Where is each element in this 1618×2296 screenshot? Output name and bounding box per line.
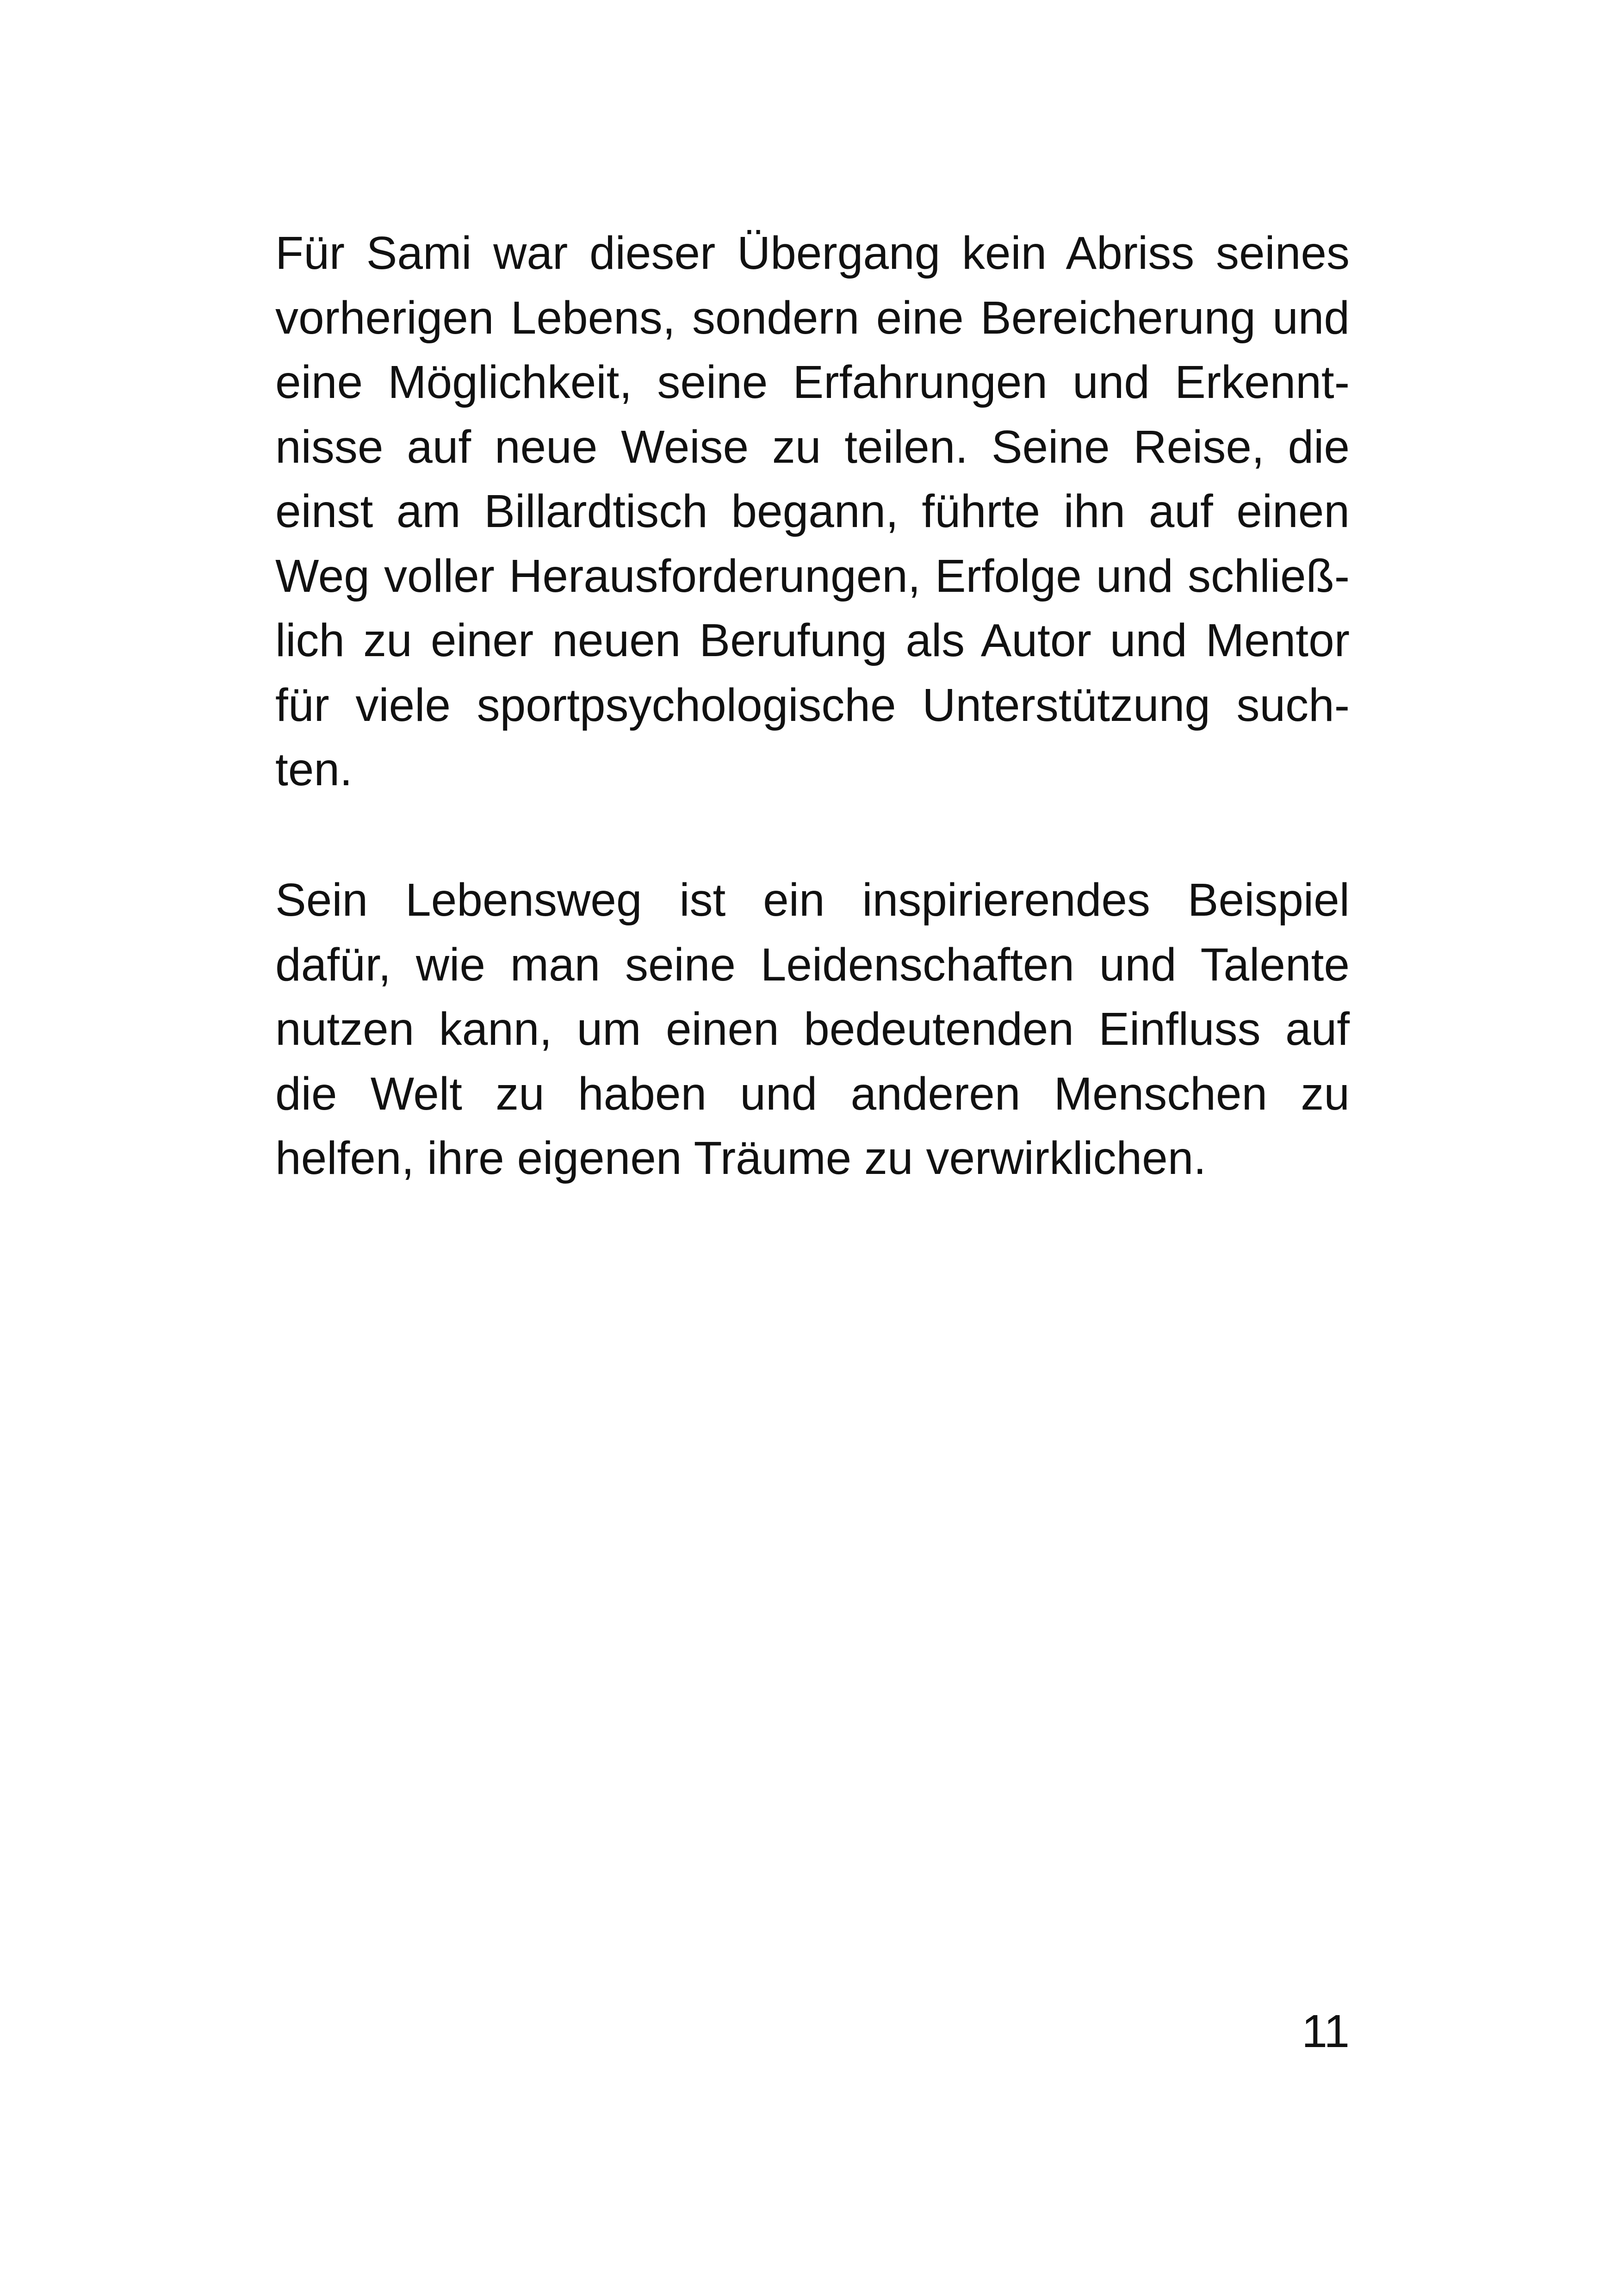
text-line: die Welt zu haben und anderen Menschen zu xyxy=(275,1067,1350,1120)
text-line: lich zu einer neuen Berufung als Autor und Mentor xyxy=(275,614,1350,666)
text-line: helfen, ihre eigenen Träume zu verwirklichen. xyxy=(275,1132,1207,1184)
page-number: 11 xyxy=(1302,2005,1350,2057)
text-line: dafür, wie man seine Leidenschaften und Talente xyxy=(275,938,1350,991)
text-line: für viele sportpsychologische Unterstützung such- xyxy=(275,679,1350,731)
text-line: ten. xyxy=(275,744,353,795)
text-line: Weg voller Herausforderungen, Erfolge und schließ- xyxy=(275,550,1350,602)
paragraph-2 xyxy=(275,868,1350,1191)
text-line: einst am Billardtisch begann, führte ihn auf einen xyxy=(275,485,1350,537)
text-line: vorherigen Lebens, sondern eine Bereicherung und xyxy=(275,292,1350,344)
text-line: Für Sami war dieser Übergang kein Abriss seines xyxy=(275,227,1350,279)
text-line: eine Möglichkeit, seine Erfahrungen und Erkennt- xyxy=(275,356,1350,408)
text-line: nutzen kann, um einen bedeutenden Einfluss auf xyxy=(275,1003,1350,1055)
paragraph-1 xyxy=(275,221,1350,802)
text-line: nisse auf neue Weise zu teilen. Seine Reise, die xyxy=(275,421,1350,473)
text-line: Sein Lebensweg ist ein inspirierendes Beispiel xyxy=(275,874,1350,926)
